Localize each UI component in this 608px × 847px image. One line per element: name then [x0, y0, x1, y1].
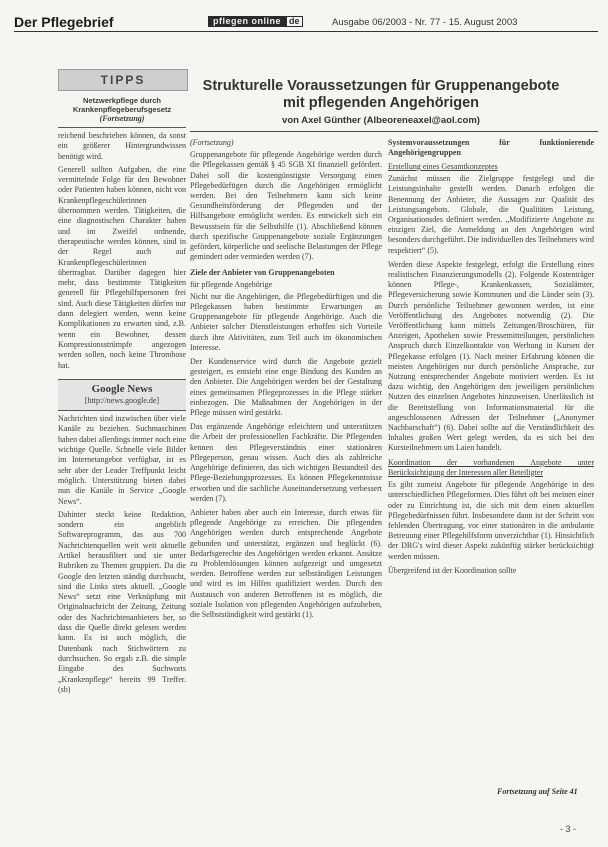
- section-heading: Systemvoraussetzungen für funktionierende Angehörigengruppen: [388, 138, 594, 157]
- continued-note: Fortsetzung auf Seite 41: [497, 787, 578, 796]
- sidebar-subhead-line: Netzwerkpflege durch: [83, 96, 161, 105]
- article-column-right: [388, 138, 594, 580]
- header-divider: [14, 31, 598, 32]
- section-subheading: für pflegende Angehörige: [190, 279, 273, 289]
- title-divider: [190, 131, 598, 132]
- page-number: - 3 -: [560, 824, 577, 834]
- logo-tld: de: [286, 16, 303, 27]
- issue-info: Ausgabe 06/2003 - Nr. 77 - 15. August 2003: [332, 17, 518, 28]
- google-news-title: Google News: [91, 382, 153, 395]
- news-paragraph: Dahinter steckt keine Redaktion, sondern ein angeblich Softwareprogramm, das aus 700 Nachrichtenquellen weit weit aktuelle Artikel herausfiltert und sie unter Rubriken zu Themen gruppiert. Da die Google den letzten ständig durchsucht, sind die Links stets aktuell. „Google News“ setzt eine Verknüpfung mit Originalnachricht der Zeitung, Zeitung oder des Nachrichtenanbieters her, so dass die Quelle direkt gelesen werden kann. Es ist auch möglich, die Datenbank nach Stichwörtern zu durchsuchen. So ergab z.B. die simple Eingabe des Suchworts „Krankenpflege“ bereits 99 Treffer. (sb): [58, 509, 186, 694]
- sidebar-subhead-continued: (Fortsetzung): [99, 114, 145, 123]
- publication-brand: Der Pflegebrief: [14, 14, 114, 30]
- article-paragraph: Der Kundenservice wird durch die Angebote gezielt gesteigert, es entsteht eine enge Bindung des Kunden an den Anbieter. Die Angehörigen werden bei der Gestaltung eines gemeinsamen Pflegeprozesses in die Pflege stärker einbezogen. Die Maßnahmen der Angehörigen in der Pflege müssen wird gestärkt.: [190, 357, 382, 418]
- google-news-url: [http://news.google.de]: [84, 395, 160, 405]
- sidebar-divider: [58, 127, 186, 128]
- article-paragraph: Anbieter haben aber auch ein Interesse, durch etwas für pflegende Angehörige zu erreichen. Die pflegenden Angehörigen werden durch entsprechende Angebote gebunden und unterstützt, ergänzen und beglückt (6). Bedarfsgerechte des Angehörigen werden erkannt. Ansätze zu Problemlösungen können aufgezeigt und umgesetzt werden. Betroffene werden zur selbständigen Leistungen und wird es im Hilfen qualifiziert werden. Durch den Austausch von anderen Betroffenen ist es möglich, die soziale Isolation von pflegenden Angehörigen aufzuheben, die Selbstständigkeit wird gestärkt (1).: [190, 507, 382, 619]
- publisher-logo: [208, 16, 303, 27]
- news-paragraph: Nachrichten sind inzwischen über viele Kanäle zu beziehen. Suchmaschinen haben dabei allerdings immer noch eine wichtige Quelle. Schnelle viele Bilder im Internetangebot verfügbar, ist es sehr aber der Leader Treffpunkt leicht möglich. Unterstützung bieten dabei nun die Kanäle in Service „Google News“.: [58, 414, 186, 506]
- section-heading: Ziele der Anbieter von Gruppenangeboten: [190, 268, 335, 278]
- sidebar-article: [58, 131, 186, 371]
- article-paragraph: Übergreifend ist der Koordination sollte: [388, 565, 517, 575]
- article-paragraph: Es gibt zumeist Angebote für pflegende Angehörige in den unterschiedlichen Pflegeformen. Dies führt oft bei meinen einer oder zu Einrichtung ist, die sich mit dem einen aktuellen Pflegebedürfnissen führt. Insbesondere dann ist der Schritt von fehlenden Übertragung, vor einer stationären in die ambulante Betreuung einer Pflegehilfsform unverzichtbar (1). Hinsichtlich der DRG's wird dieser Aspekt zukünftig stärker berücksichtigt werden müssen.: [388, 480, 594, 561]
- article-title-line: Strukturelle Voraussetzungen für Gruppenangebote: [202, 78, 560, 94]
- logo-text: pflegen online: [208, 16, 286, 27]
- google-news-header: [58, 379, 186, 411]
- article-paragraph: Zunächst müssen die Zielgruppe festgelegt und die Leistungsinhalte gestellt werden. Danach erfolgen die Benennung der Anbieter, die Aussagen zur Qualität des Leistungsangebots. Globale, die Qualitäten Leistung, Organisationsdes definiert werden. „Modifizierte Angebote zu einzigen Ziel, die Anmeldung an den Angehörigen wird besonders durchgeführt. Die individuellen des Teilnehmers wird respektiert“ (5).: [388, 174, 594, 255]
- sidebar-paragraph: reichend beschrieben können, da sonst ein größerer Hintergrundwissen benötigt wird.: [58, 131, 186, 161]
- sidebar-subhead-line: Krankenpflegeberufsgesetz: [72, 105, 172, 114]
- google-news-article: [58, 414, 186, 695]
- article-paragraph: Nicht nur die Angehörigen, die Pflegebedürftigen und die Pflegekassen haben bestimmte Erwartungen an Gruppenangebote für pflegende Angehörige. Auch die Anbieter solcher Dienstleistungen erhoffen sich Vorteile durch ihre Aktivitäten, zum Teil auch im ökonomischen Interesse.: [190, 291, 382, 352]
- sidebar-subhead: [58, 96, 186, 123]
- article-title: [196, 78, 566, 112]
- section-subheading: Erstellung eines Gesamtkonzeptes: [388, 162, 498, 171]
- article-title-line: mit pflegenden Angehörigen: [282, 95, 480, 111]
- article-paragraph: Werden diese Aspekte festgelegt, erfolgt die Erstellung eines realistischen Finanzierungsmodells (2). Folgende Kostenträger können Pflege-, Krankenkassen, Sozialämter, Pflegeversicherung sowie Kommunen und die Länder sein (3). Durch persönliche Teilnehmer gewonnen werden, ist eine Veröffentlichung des Angebotes notwendig (2). Die Veröffentlichung kann mittels Zeitungen/Broschüren, für Anzeigen, Apotheken sowie Pressemitteilungen, persönlichen Anspruch durch Einzelkontakte von Werbung in Kursen der Pflegekasse erfolgen (1). Nach meiner Erfahrung können die meisten Angehörigen nur durch persönliche Ansprache, zur Nutzung entsprechender Angebote motiviert werden. Es ist dazu wichtig, den Angehörigen den jeweiligen persönlichen Nutzen des einzelnen Angebotes hinzuweisen. Unerlässlich ist die Bereitstellung von Informationsmaterial für die angeschlossenen Adressen der Teilnehmer („Anonymer Nachbarschaft“) (6). Dabei sollte auf die Verständlichkeit des Inhaltes großen Wert gelegt werden, da es sich bei den Kursteilnehmern um Laien handelt.: [388, 259, 594, 453]
- continuation-label: (Fortsetzung): [190, 138, 234, 147]
- article-paragraph: Gruppenangebote für pflegende Angehörige werden durch die Pflegekassen gemäß § 45 SGB XI finanziell gefördert. Dabei soll die kostengünstigste Versorgung einen Pflegebedürftigen durch die Angehörigen ermöglicht werden. Bei den Teilnehmern kann sich keine Gesundheitsförderung der Pflegenden und der Hilfsangebote ermöglicht werden. Es entwickelt sich ein Bewusstsein für die Selbsthilfe (1). Abschließend können durch spezifische Gruppenangebote soziale Ergänzungen gefördert, körperliche und seelische Belastungen der Pflege gemindert oder vermieden werden (7).: [190, 150, 382, 262]
- article-column-left: [190, 138, 382, 624]
- sidebar-paragraph: Generell sollten Aufgaben, die eine vermittelnde Folge für den Bewohner oder Patienten haben können, nicht von Krankenpflegeschülerinnen übernommen werden. Tätigkeiten, die eine diagnostischen Charakter haben und im Zweifel ordnende, therapeutische werden können, sind in der Regel auch auf Krankenpflegeschülerinnen übertragbar. Darüber dagegen hier mehr, dass bestimmte Tätigkeiten generell für Pflegehilfspersonen frei sind. Auch diese Tätigkeiten dürfen nur dann delegiert werden, wenn keine Komplikationen zu erwarten sind, z.B. wenn ein Bewohner, dessen Kompressionsstrümpfe angezogen werden sollen, noch keine Thrombose hat.: [58, 164, 186, 370]
- article-author: von Axel Günther (Albeoreneaxel@aol.com): [282, 115, 480, 126]
- article-paragraph: Das ergänzende Angehörige erleichtern und unterstützen die Arbeit der professionellen Fachkräfte. Die Pflegenden kennen den Pflegeverständnis einer stationären Pflegeperson, genau wissen. Auch dies als zahlreiche Angehörige definieren, das sich wichtigen Bestandteil des Pflege-Beziehungsprozesses. Es können Pflegekenntnisse erworben und die sachliche Auseinandersetzung verbessert werden (7).: [190, 422, 382, 503]
- section-subheading: Koordination der vorhandenen Angebote unter Berücksichtigung der Interessen aller Beteiligter: [388, 457, 594, 477]
- tips-banner: TIPPS: [58, 69, 188, 91]
- sidebar-tips: [58, 69, 186, 698]
